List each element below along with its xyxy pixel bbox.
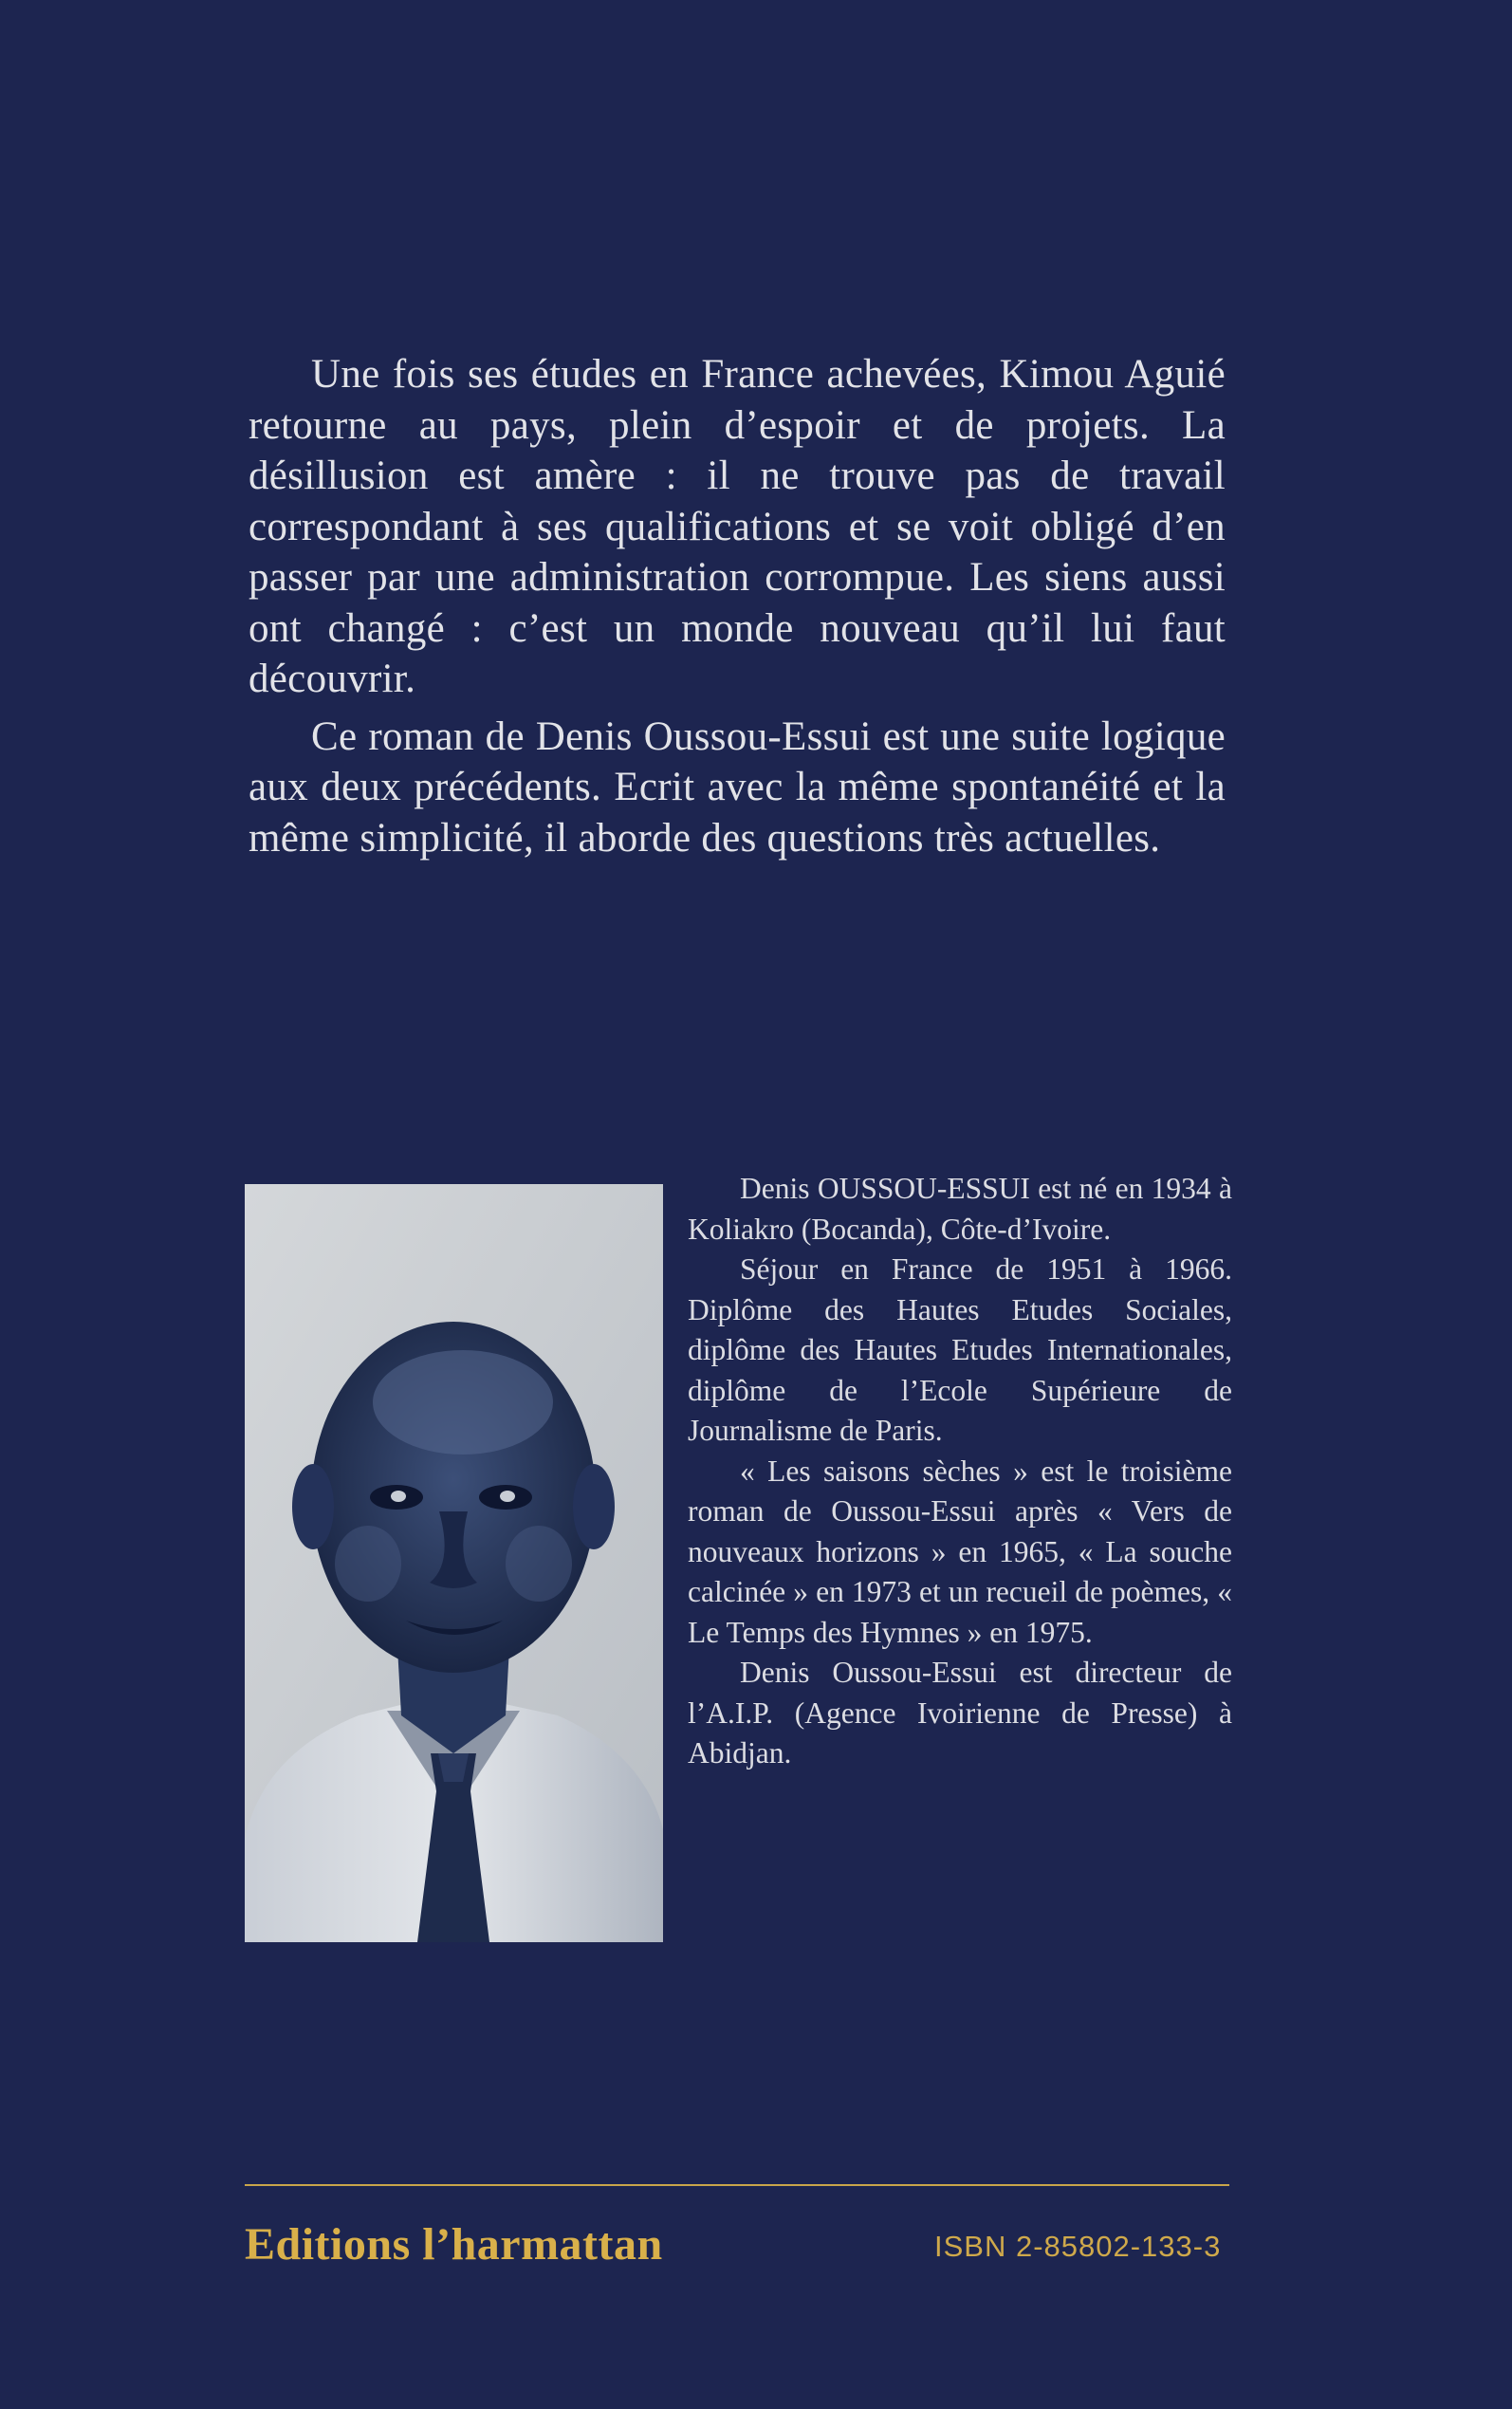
author-biography [688,1169,1232,1774]
footer-divider [245,2184,1229,2186]
author-photo [245,1184,663,1942]
book-blurb [249,349,1226,870]
bio-paragraph: Denis Oussou-Essui est directeur de l’A.I.P. (Agence Ivoirienne de Presse) à Abidjan. [688,1656,1232,1770]
blurb-paragraph: Une fois ses études en France achevées, Kimou Aguié retourne au pays, plein d’espoir et de projets. La désillusion est amère : il ne trouve pas de travail correspondant à ses qualifications et se voit obligé d’en passer par une administration corrompue. Les siens aussi ont changé : c’est un monde nouveau qu’il lui faut découvrir. [249,352,1226,701]
publisher-name: Editions l’harmattan [245,2219,663,2270]
bio-paragraph: Séjour en France de 1951 à 1966. Diplôme des Hautes Etudes Sociales, diplôme des Hautes Etudes Internationales, diplôme de l’Ecole Supérieure de Journalisme de Paris. [688,1252,1232,1447]
bio-paragraph: Denis OUSSOU-ESSUI est né en 1934 à Koliakro (Bocanda), Côte-d’Ivoire. [688,1172,1232,1246]
isbn-number: ISBN 2-85802-133-3 [934,2230,1222,2263]
blurb-paragraph: Ce roman de Denis Oussou-Essui est une suite logique aux deux précédents. Ecrit avec la même spontanéité et la même simplicité, il aborde des questions très actuelles. [249,713,1226,861]
bio-paragraph: « Les saisons sèches » est le troisième roman de Oussou-Essui après « Vers de nouveaux horizons » en 1965, « La souche calcinée » en 1973 et un recueil de poèmes, « Le Temps des Hymnes » en 1975. [688,1454,1232,1649]
